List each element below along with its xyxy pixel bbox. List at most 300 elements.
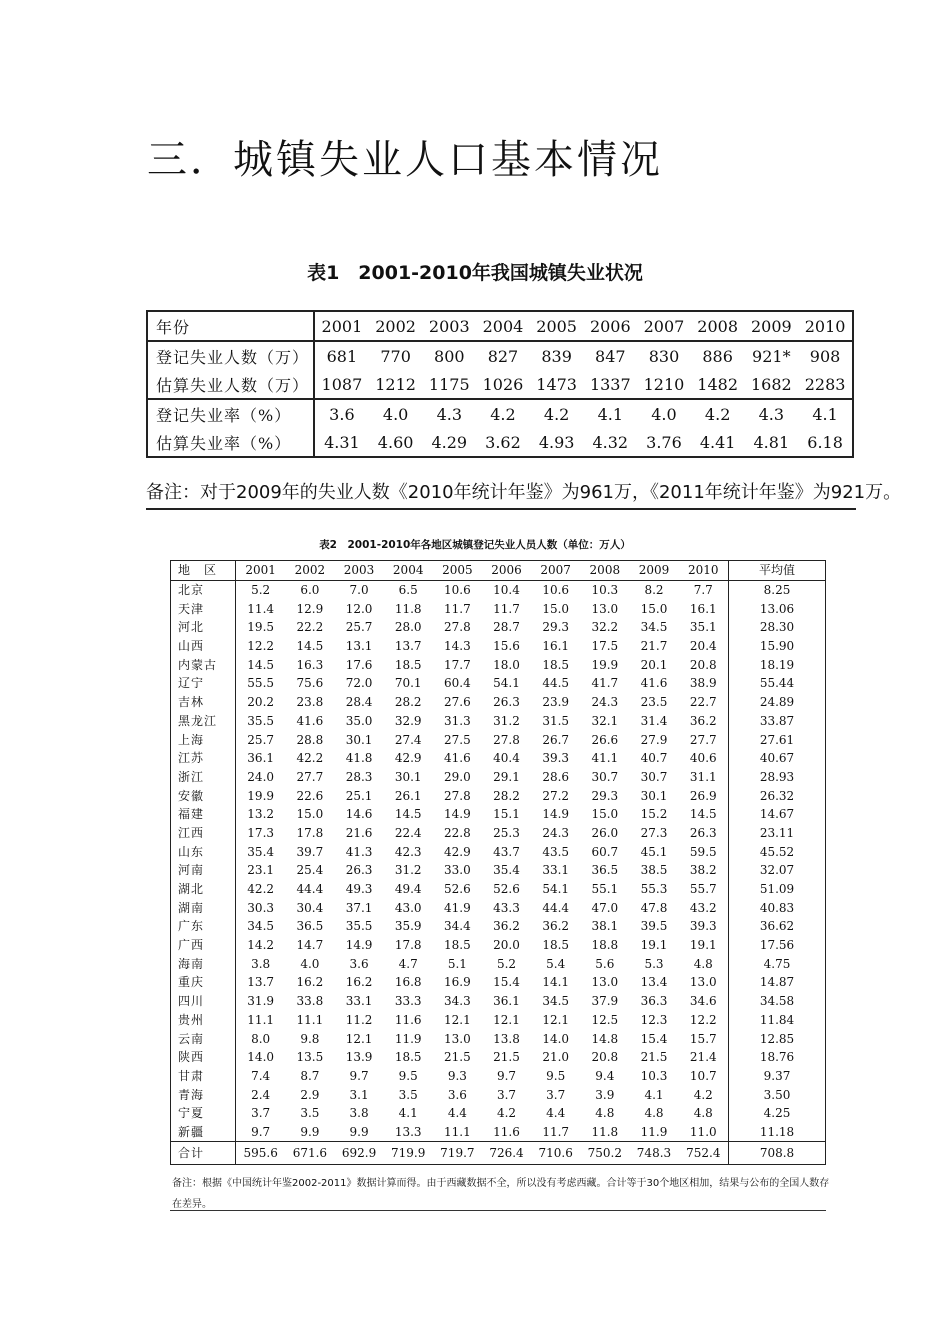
table2-row [171,1085,826,1104]
table2-average-cell: 33.87 [729,712,826,731]
table2-cell: 40.6 [689,751,717,766]
table2-average-cell: 28.93 [729,768,826,787]
table2-cell: 4.2 [496,1106,517,1121]
table2-cell: 60.4 [444,676,471,691]
table2-year-header: 2010 [679,561,729,581]
table2-cell: 39.3 [542,751,570,766]
table2-cell: 30.4 [296,900,324,915]
table2-region-label: 贵州 [171,1011,236,1030]
table1-cell: 681 [326,346,358,366]
table2-average-cell: 51.09 [729,880,826,899]
table2-row [171,842,826,861]
table2-row [171,693,826,712]
table2-row [171,936,826,955]
table2-average-cell: 36.62 [729,917,826,936]
table2-average-cell: 8.25 [729,580,826,599]
table2-row [171,805,826,824]
table2-cell: 41.7 [591,676,619,691]
table2-regional-unemployment [170,560,826,1165]
table2-cell: 10.6 [542,583,570,598]
table2-cell: 15.0 [640,601,668,616]
table2-cell: 15.4 [640,1031,668,1046]
table2-year-header: 2009 [629,561,678,581]
table2-cell: 17.7 [444,657,471,672]
table2-cell: 5.2 [496,956,517,971]
table2-region-label: 福建 [171,805,236,824]
table2-cell: 39.5 [640,919,668,934]
table2-cell: 41.6 [444,751,471,766]
table1-cell: 6.18 [807,432,843,452]
table2-cell: 41.8 [345,751,373,766]
table2-cell: 25.7 [247,732,275,747]
table2-cell: 34.5 [542,994,570,1009]
table2-cell: 13.8 [493,1031,520,1046]
table2-cell: 22.6 [296,788,324,803]
table2-cell: 11.9 [394,1031,422,1046]
table2-cell: 36.5 [296,919,324,934]
table2-cell: 23.8 [296,695,324,710]
table2-cell: 34.5 [247,919,275,934]
table2-region-label: 甘肃 [171,1067,236,1086]
table2-row [171,1048,826,1067]
table1-cell: 770 [380,346,411,366]
table2-cell: 33.8 [296,994,324,1009]
table2-region-label: 上海 [171,730,236,749]
table2-cell: 27.4 [394,732,422,747]
table2-cell: 12.1 [345,1031,373,1046]
table2-cell: 15.6 [493,639,520,654]
table2-cell: 75.6 [296,676,324,691]
table2-average-cell: 15.90 [729,637,826,656]
table2-cell: 20.8 [689,657,717,672]
table2-cell: 28.2 [394,695,422,710]
table2-region-label: 广西 [171,936,236,955]
table2-cell: 18.0 [493,657,520,672]
table2-average-cell: 9.37 [729,1067,826,1086]
table1-cell: 830 [648,346,680,366]
table2-cell: 16.1 [542,639,570,654]
table2-cell: 35.4 [247,844,275,859]
table2-cell: 2.4 [251,1087,271,1102]
table2-cell: 4.1 [644,1087,664,1102]
table2-cell: 10.3 [640,1068,668,1083]
table2-cell: 32.9 [394,713,422,728]
table2-cell: 35.5 [247,713,275,728]
table2-cell: 11.2 [345,1012,373,1027]
table2-cell: 40.4 [493,751,520,766]
table2-cell: 15.7 [689,1031,717,1046]
table2-region-label: 天津 [171,599,236,618]
table1-row [147,341,853,370]
table2-cell: 8.2 [644,583,664,598]
table2-cell: 35.5 [345,919,373,934]
table2-region-label: 河南 [171,861,236,880]
table2-cell: 11.1 [296,1012,324,1027]
table2-cell: 28.6 [542,769,570,784]
table2-cell: 11.7 [542,1124,570,1139]
table2-row [171,1029,826,1048]
table2-row [171,954,826,973]
table1-cell: 4.93 [538,432,575,452]
table2-cell: 13.0 [591,975,619,990]
table2-cell: 14.5 [247,657,275,672]
table2-average-cell: 13.06 [729,599,826,618]
table1-year-header: 2010 [798,311,853,341]
table2-cell: 4.8 [644,1106,664,1121]
table2-cell: 33.1 [345,994,373,1009]
table2-cell: 9.7 [349,1068,369,1083]
table1-cell: 4.1 [597,404,624,424]
table2-cell: 21.5 [493,1050,520,1065]
table2-cell: 36.2 [689,713,717,728]
table2-cell: 15.4 [493,975,520,990]
table2-cell: 15.0 [591,807,619,822]
table2-cell: 18.8 [591,938,619,953]
table2-cell: 54.1 [493,676,520,691]
table2-average-cell: 11.18 [729,1123,826,1142]
table2-cell: 35.9 [394,919,422,934]
table2-average-cell: 34.58 [729,992,826,1011]
table2-cell: 11.1 [444,1124,471,1139]
table2-cell: 49.3 [345,882,373,897]
table2-average-cell: 12.85 [729,1029,826,1048]
table2-cell: 12.9 [296,601,324,616]
table2-cell: 19.9 [247,788,275,803]
table2-cell: 25.1 [345,788,373,803]
table1-title: 表1 2001-2010年我国城镇失业状况 [307,262,643,284]
table2-region-label: 广东 [171,917,236,936]
table2-cell: 15.1 [493,807,520,822]
table2-cell: 16.8 [394,975,422,990]
table2-cell: 21.4 [689,1050,717,1065]
table2-cell: 28.8 [296,732,324,747]
table2-cell: 15.0 [542,601,570,616]
table1-cell: 886 [702,346,733,366]
table2-cell: 13.2 [247,807,275,822]
table2-cell: 9.5 [398,1068,418,1083]
table2-cell: 26.7 [542,732,570,747]
table1-cell: 1210 [637,370,691,399]
table2-total-cell: 671.6 [285,1142,334,1165]
table2-cell: 14.5 [394,807,422,822]
table2-cell: 13.7 [394,639,422,654]
table1-row-label: 估算失业率（%） [147,428,314,457]
table2-total-cell: 719.7 [433,1142,482,1165]
table2-row [171,992,826,1011]
table2-average-cell: 55.44 [729,674,826,693]
table2-total-cell: 748.3 [629,1142,678,1165]
table2-cell: 19.1 [640,938,668,953]
table1-cell: 921* [752,346,791,366]
table2-cell: 5.3 [644,956,664,971]
table2-title: 表2 2001-2010年各地区城镇登记失业人员人数（单位：万人） [319,539,631,551]
table2-cell: 60.7 [591,844,619,859]
table2-cell: 30.7 [640,769,668,784]
table2-cell: 23.9 [542,695,570,710]
table1-cell: 4.2 [543,404,570,424]
table2-cell: 12.2 [689,1012,717,1027]
table2-year-header: 2005 [433,561,482,581]
table2-region-label: 辽宁 [171,674,236,693]
table2-cell: 14.9 [345,938,373,953]
table2-cell: 14.5 [689,807,717,822]
table2-total-label: 合计 [171,1142,236,1165]
table2-year-header: 2007 [531,561,580,581]
table1-row-label: 登记失业率（%） [147,399,314,428]
table2-cell: 4.8 [693,956,713,971]
table2-cell: 34.3 [444,994,471,1009]
table2-cell: 12.2 [247,639,275,654]
table2-cell: 18.5 [394,1050,422,1065]
table2-cell: 16.2 [296,975,324,990]
table2-cell: 34.4 [444,919,471,934]
table2-row [171,861,826,880]
table2-cell: 9.5 [546,1068,566,1083]
table1-cell: 847 [595,346,626,366]
table2-cell: 25.7 [345,620,373,635]
table1-cell: 3.76 [646,432,682,452]
table2-cell: 70.1 [394,676,422,691]
table2-cell: 9.9 [300,1124,320,1139]
table2-cell: 13.0 [689,975,717,990]
table2-average-cell: 28.30 [729,618,826,637]
table2-row [171,730,826,749]
table2-cell: 4.1 [398,1106,418,1121]
table2-cell: 42.2 [247,882,275,897]
table2-cell: 43.5 [542,844,570,859]
table2-cell: 31.4 [640,713,668,728]
table2-cell: 5.2 [251,583,271,598]
table1-cell: 4.60 [377,432,414,452]
table2-cell: 28.0 [394,620,422,635]
table2-cell: 38.5 [640,863,668,878]
table2-cell: 19.9 [591,657,619,672]
table1-row-label: 登记失业人数（万） [147,341,314,370]
table2-cell: 27.8 [444,788,471,803]
table2-cell: 14.6 [345,807,373,822]
table2-cell: 22.4 [394,825,422,840]
table2-average-cell: 23.11 [729,824,826,843]
table2-row [171,1104,826,1123]
table1-cell: 4.0 [651,404,677,424]
table2-average-cell: 45.52 [729,842,826,861]
table2-cell: 12.5 [591,1012,619,1027]
table2-average-cell: 4.25 [729,1104,826,1123]
table2-cell: 31.2 [493,713,520,728]
table2-average-cell: 26.32 [729,786,826,805]
table2-region-label: 新疆 [171,1123,236,1142]
table2-row [171,580,826,599]
table2-region-label: 四川 [171,992,236,1011]
table2-average-cell: 11.84 [729,1011,826,1030]
table2-cell: 20.8 [591,1050,619,1065]
table2-cell: 11.4 [247,601,275,616]
table2-cell: 42.9 [394,751,422,766]
table2-region-label: 宁夏 [171,1104,236,1123]
table2-cell: 3.8 [349,1106,369,1121]
table2-average-cell: 24.89 [729,693,826,712]
table2-cell: 28.2 [493,788,520,803]
table2-cell: 14.9 [444,807,471,822]
table2-row [171,824,826,843]
table2-cell: 3.6 [349,956,369,971]
table1-year-header: 2004 [476,311,530,341]
table2-cell: 13.5 [296,1050,324,1065]
table2-cell: 11.6 [493,1124,520,1139]
table2-region-label: 黑龙江 [171,712,236,731]
table2-cell: 41.3 [345,844,373,859]
table1-cell: 2283 [798,370,853,399]
table2-cell: 27.6 [444,695,471,710]
table2-average-cell: 40.83 [729,898,826,917]
table2-cell: 6.5 [398,583,418,598]
table2-cell: 33.3 [394,994,422,1009]
table2-cell: 72.0 [345,676,373,691]
table2-cell: 26.9 [689,788,717,803]
table2-cell: 30.7 [591,769,619,784]
table2-cell: 37.9 [591,994,619,1009]
table2-cell: 36.5 [591,863,619,878]
table2-region-label: 云南 [171,1029,236,1048]
table1-cell: 1212 [369,370,423,399]
table2-row [171,637,826,656]
table2-cell: 26.1 [394,788,422,803]
table2-cell: 11.0 [689,1124,717,1139]
table1-cell: 1175 [422,370,476,399]
table1-cell: 3.62 [485,432,521,452]
table2-cell: 10.7 [689,1068,717,1083]
table2-cell: 14.7 [296,938,324,953]
table1-year-header: 2002 [369,311,423,341]
table2-cell: 29.3 [591,788,619,803]
table1-cell: 4.2 [704,404,731,424]
table2-cell: 32.2 [591,620,619,635]
table1-cell: 4.0 [382,404,409,424]
table2-cell: 11.7 [493,601,520,616]
table2-cell: 15.2 [640,807,668,822]
table2-row [171,768,826,787]
table2-cell: 29.3 [542,620,570,635]
table2-cell: 16.3 [296,657,324,672]
table2-cell: 9.3 [447,1068,467,1083]
table2-cell: 25.3 [493,825,520,840]
table2-cell: 10.3 [591,583,619,598]
table2-row [171,1123,826,1142]
table2-row [171,1067,826,1086]
table2-cell: 4.4 [546,1106,566,1121]
table2-cell: 26.3 [493,695,520,710]
table1-cell: 1087 [314,370,369,399]
table1-cell: 3.6 [329,404,355,424]
table1-cell: 4.32 [592,432,629,452]
table2-cell: 31.3 [444,713,471,728]
table2-cell: 30.1 [345,732,373,747]
table2-average-cell: 17.56 [729,936,826,955]
table2-cell: 31.5 [542,713,570,728]
table2-cell: 4.7 [398,956,418,971]
table1-cell: 800 [434,346,465,366]
table2-cell: 35.0 [345,713,373,728]
table2-cell: 14.8 [591,1031,619,1046]
table2-cell: 21.7 [640,639,668,654]
table1-year-header: 2007 [637,311,691,341]
table2-cell: 27.8 [493,732,520,747]
table2-region-label: 海南 [171,954,236,973]
table2-cell: 13.9 [345,1050,373,1065]
table2-row [171,712,826,731]
table2-cell: 39.7 [296,844,324,859]
table2-cell: 27.5 [444,732,471,747]
table2-cell: 27.3 [640,825,668,840]
table2-cell: 13.1 [345,639,373,654]
table1-year-header: 2001 [314,311,369,341]
table2-cell: 15.0 [296,807,324,822]
table2-cell: 3.5 [300,1106,320,1121]
table1-cell: 4.3 [436,404,463,424]
table2-cell: 37.1 [345,900,373,915]
table2-average-cell: 40.67 [729,749,826,768]
table2-cell: 28.3 [345,769,373,784]
table2-total-cell: 719.9 [384,1142,433,1165]
table2-cell: 28.7 [493,620,520,635]
table2-total-cell: 710.6 [531,1142,580,1165]
table2-cell: 4.8 [595,1106,615,1121]
table1-cell: 1682 [744,370,798,399]
table2-region-label: 江西 [171,824,236,843]
table2-cell: 22.8 [444,825,471,840]
table2-cell: 19.5 [247,620,275,635]
table2-cell: 12.3 [640,1012,668,1027]
table1-cell: 839 [541,346,572,366]
table1-row [147,428,853,457]
table1-note: 备注：对于2009年的失业人数《2010年统计年鉴》为961万，《2011年统计年鉴》为921万。 [146,482,902,503]
table2-region-label: 青海 [171,1085,236,1104]
table2-row [171,618,826,637]
table1-cell: 827 [487,346,519,366]
table2-average-cell: 14.87 [729,973,826,992]
table2-cell: 11.6 [394,1012,422,1027]
table2-cell: 18.5 [542,657,570,672]
table2-cell: 54.1 [542,882,570,897]
table2-cell: 32.1 [591,713,619,728]
table2-cell: 30.1 [394,769,422,784]
table2-cell: 55.3 [640,882,668,897]
table2-cell: 13.0 [444,1031,471,1046]
table2-cell: 13.7 [247,975,275,990]
table2-row [171,898,826,917]
table2-cell: 28.4 [345,695,373,710]
table2-cell: 3.7 [546,1087,566,1102]
table2-cell: 9.8 [300,1031,320,1046]
table2-cell: 43.3 [493,900,520,915]
table2-cell: 3.6 [447,1087,467,1102]
table2-cell: 55.5 [247,676,275,691]
table2-cell: 29.1 [493,769,520,784]
table2-cell: 14.9 [542,807,570,822]
table2-cell: 5.6 [595,956,615,971]
table2-cell: 17.6 [345,657,373,672]
table2-cell: 4.0 [300,956,320,971]
table2-cell: 38.1 [591,919,619,934]
table2-cell: 55.7 [689,882,717,897]
table2-cell: 52.6 [444,882,471,897]
table2-cell: 43.0 [394,900,422,915]
table2-cell: 17.8 [296,825,324,840]
table2-cell: 3.1 [349,1087,369,1102]
table2-cell: 34.5 [640,620,668,635]
table2-cell: 26.3 [689,825,717,840]
table2-cell: 20.0 [493,938,520,953]
